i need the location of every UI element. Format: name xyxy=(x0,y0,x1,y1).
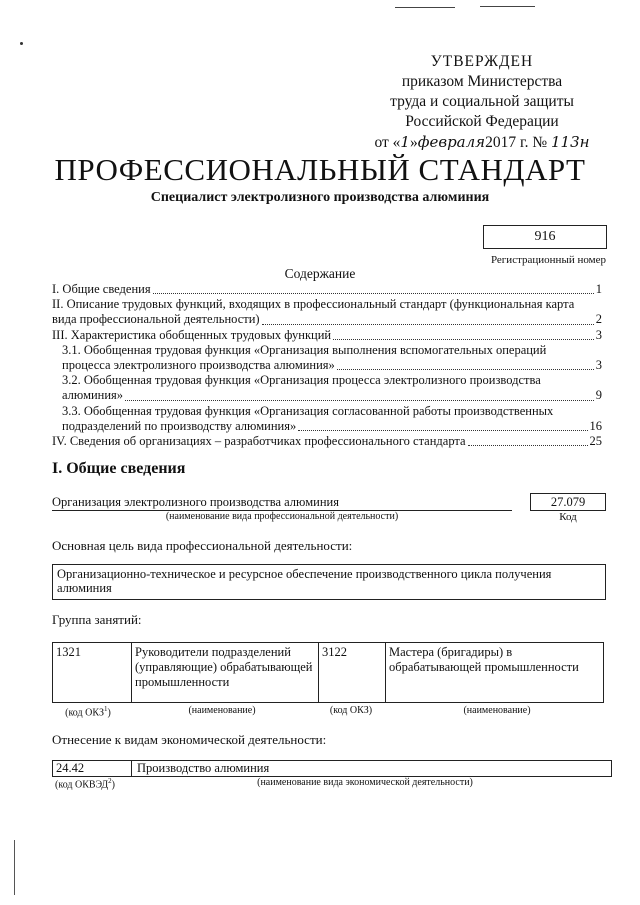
date-mid: » xyxy=(409,134,418,151)
activity-caption: (наименование вида профессиональной деятельности) xyxy=(165,511,399,522)
okved-code-caption: (код ОКВЭД$^2$) xyxy=(55,777,115,791)
occ-code-caption-2: (код ОКЗ) xyxy=(329,705,373,716)
scan-dot xyxy=(20,42,23,45)
okved-name: Производство алюминия xyxy=(137,761,270,775)
section-heading: I. Общие сведения xyxy=(52,460,186,477)
toc-item[interactable]: IV. Сведения об организациях – разработчиках профессионального стандарта 25 xyxy=(52,434,602,449)
toc-item[interactable]: I. Общие сведения 1 xyxy=(52,282,602,296)
approval-line: труда и социальной защиты xyxy=(390,93,574,110)
approval-title: УТВЕРЖДЕН xyxy=(430,53,534,70)
document-subtitle: Специалист электролизного производства алюминия xyxy=(150,190,490,205)
scan-mark-top xyxy=(395,7,455,8)
goal-text: Организационно-техническое и ресурсное обеспечение производственного цикла получения алюминия xyxy=(52,564,606,600)
toc-item[interactable]: алюминия» 9 xyxy=(62,388,602,403)
econ-label: Отнесение к видам экономической деятельности: xyxy=(52,732,327,747)
toc-item-line: 3.1. Обобщенная трудовая функция «Организация выполнения вспомогательных операций xyxy=(62,342,547,357)
occ-code-caption-1: (код ОКЗ$^1$) xyxy=(65,705,111,719)
group-label: Группа занятий: xyxy=(52,612,142,627)
approval-date xyxy=(372,132,592,153)
registration-number-box: 916 xyxy=(483,225,607,249)
toc-item[interactable]: вида профессиональной деятельности) 2 xyxy=(52,312,602,327)
document-title: ПРОФЕССИОНАЛЬНЫЙ СТАНДАРТ xyxy=(54,152,586,187)
goal-label: Основная цель вида профессиональной деятельности: xyxy=(52,538,353,553)
order-number: 113н xyxy=(551,133,590,151)
toc-item-line: 3.2. Обобщенная трудовая функция «Организация процесса электролизного производства xyxy=(62,373,541,388)
okved-code: 24.42 xyxy=(56,761,85,775)
scan-mark-top-2 xyxy=(480,6,535,7)
toc-item-line: II. Описание трудовых функций, входящих в профессиональный стандарт (функциональная карта xyxy=(52,297,575,312)
approval-block xyxy=(372,52,592,153)
approval-line: Российской Федерации xyxy=(405,113,559,130)
activity-code-box: 27.079 xyxy=(530,493,606,511)
occ-name-caption-1: (наименование) xyxy=(188,705,256,716)
activity-name: Организация электролизного производства алюминия xyxy=(52,494,512,511)
date-year: 2017 г. № xyxy=(485,134,548,151)
date-day: 1 xyxy=(400,133,410,151)
date-month: февраля xyxy=(417,133,486,151)
code-caption: Код xyxy=(559,511,577,523)
okved-divider xyxy=(131,761,132,776)
toc-item[interactable]: подразделений по производству алюминия» 16 xyxy=(62,418,602,433)
registration-label: Регистрационный номер xyxy=(490,254,606,266)
date-prefix: от « xyxy=(374,134,401,151)
occ-code-2: 3122 xyxy=(319,643,386,703)
toc-item-line: 3.3. Обобщенная трудовая функция «Организация согласованной работы производственных xyxy=(62,403,554,418)
toc-heading: Содержание xyxy=(284,266,356,281)
occ-name-caption-2: (наименование) xyxy=(463,705,531,716)
okved-name-caption: (наименование вида экономической деятельности) xyxy=(257,777,473,788)
occupation-table xyxy=(52,642,604,703)
occ-name-1: Руководители подразделений (управляющие) обрабатывающей промышленности xyxy=(132,643,319,703)
approval-line: приказом Министерства xyxy=(401,73,563,90)
scan-margin-line xyxy=(14,840,15,895)
table-of-contents xyxy=(52,282,602,449)
okved-row xyxy=(52,760,612,777)
occ-name-2: Мастера (бригадиры) в обрабатывающей промышленности xyxy=(386,643,604,703)
toc-item[interactable]: III. Характеристика обобщенных трудовых функций 3 xyxy=(52,327,602,342)
occ-code-1: 1321 xyxy=(53,643,132,703)
toc-item[interactable]: процесса электролизного производства алюминия» 3 xyxy=(62,358,602,373)
